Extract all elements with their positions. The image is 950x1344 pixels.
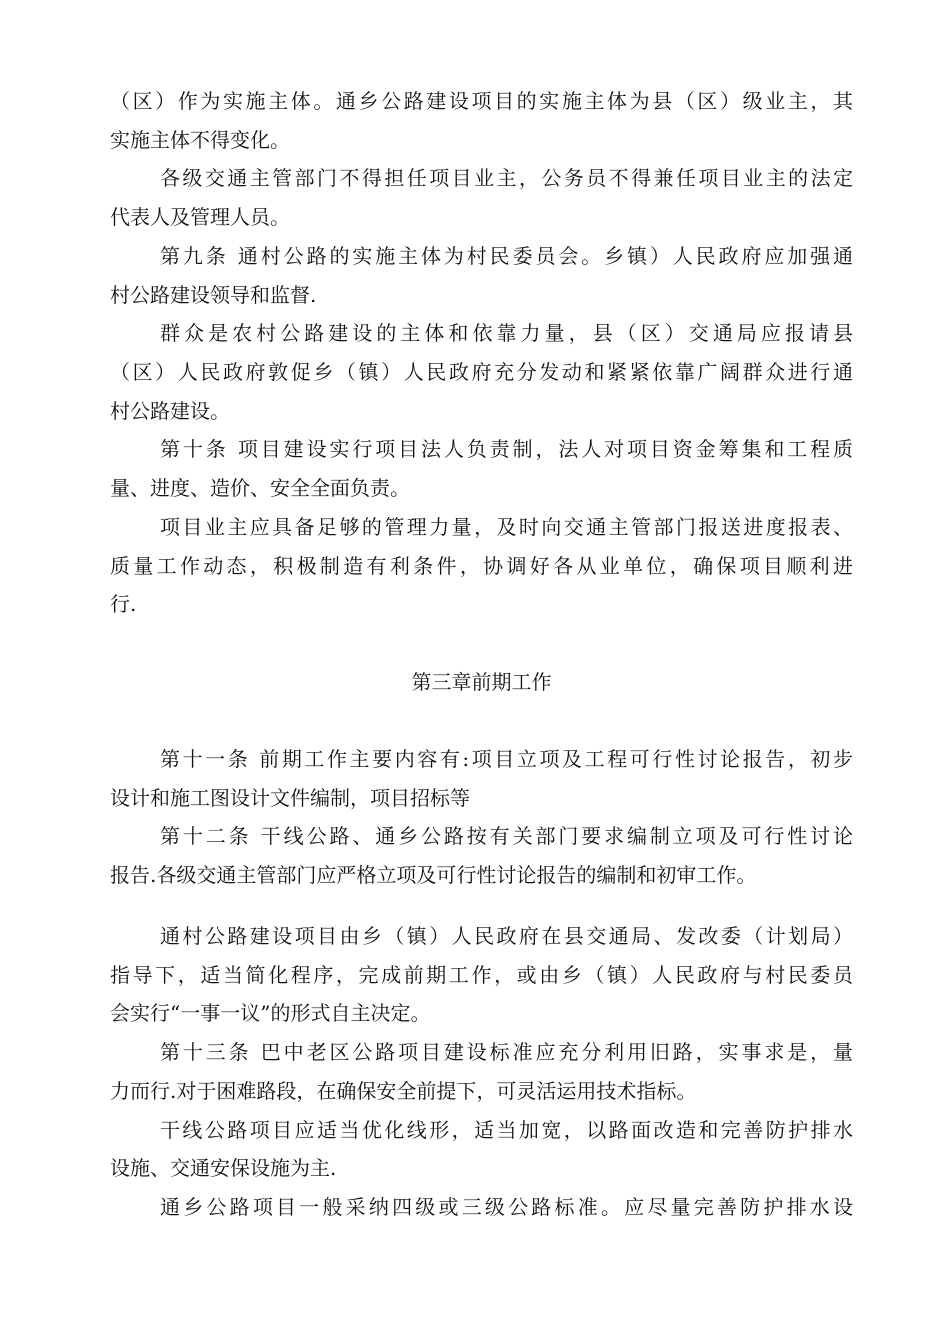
text-line: 第十二条 干线公路、通乡公路按有关部门要求编制立项及可行性讨论 — [160, 824, 853, 848]
text-line: 指导下，适当简化程序，完成前期工作，或由乡（镇）人民政府与村民委员 — [110, 963, 853, 987]
text-line: 各级交通主管部门不得担任项目业主，公务员不得兼任项目业主的法定 — [160, 166, 853, 190]
text-line: 第十一条 前期工作主要内容有:项目立项及工程可行性讨论报告，初步 — [160, 747, 853, 771]
text-line: 第十三条 巴中老区公路项目建设标准应充分利用旧路，实事求是，量 — [160, 1040, 853, 1064]
text-line: 村公路建设。 — [110, 399, 230, 423]
text-line: 设计和施工图设计文件编制，项目招标等 — [110, 786, 470, 810]
text-line: 量、进度、造价、安全全面负责。 — [110, 476, 410, 500]
text-line: 代表人及管理人员。 — [110, 205, 290, 229]
text-line: 力而行.对于困难路段，在确保安全前提下，可灵活运用技术指标。 — [110, 1079, 697, 1103]
text-line: 通乡公路项目一般采纳四级或三级公路标准。应尽量完善防护排水设 — [160, 1195, 853, 1219]
text-line: 会实行“一事一议”的形式自主决定。 — [110, 1001, 431, 1025]
text-line: （区）人民政府敦促乡（镇）人民政府充分发动和紧紧依靠广阔群众进行通 — [110, 360, 853, 384]
text-line: 质量工作动态，积极制造有利条件，协调好各从业单位，确保项目顺利进 — [110, 554, 853, 578]
text-line: 第十条 项目建设实行项目法人负责制，法人对项目资金筹集和工程质 — [160, 437, 853, 461]
text-line: 群众是农村公路建设的主体和依靠力量，县（区）交通局应报请县 — [160, 321, 853, 345]
text-line: 设施、交通安保设施为主. — [110, 1156, 337, 1180]
text-line: 干线公路项目应适当优化线形，适当加宽，以路面改造和完善防护排水 — [160, 1118, 853, 1142]
chapter-heading: 第三章前期工作 — [411, 670, 552, 694]
text-line: （区）作为实施主体。通乡公路建设项目的实施主体为县（区）级业主，其 — [110, 89, 853, 113]
text-line: 第九条 通村公路的实施主体为村民委员会。乡镇）人民政府应加强通 — [160, 244, 853, 268]
text-line: 项目业主应具备足够的管理力量，及时向交通主管部门报送进度报表、 — [160, 515, 853, 539]
text-line: 通村公路建设项目由乡（镇）人民政府在县交通局、发改委（计划局） — [160, 924, 853, 948]
text-line: 报告.各级交通主管部门应严格立项及可行性讨论报告的编制和初审工作。 — [110, 863, 757, 887]
text-line: 村公路建设领导和监督. — [110, 283, 317, 307]
text-line: 实施主体不得变化。 — [110, 128, 290, 152]
text-line: 行. — [110, 592, 137, 616]
